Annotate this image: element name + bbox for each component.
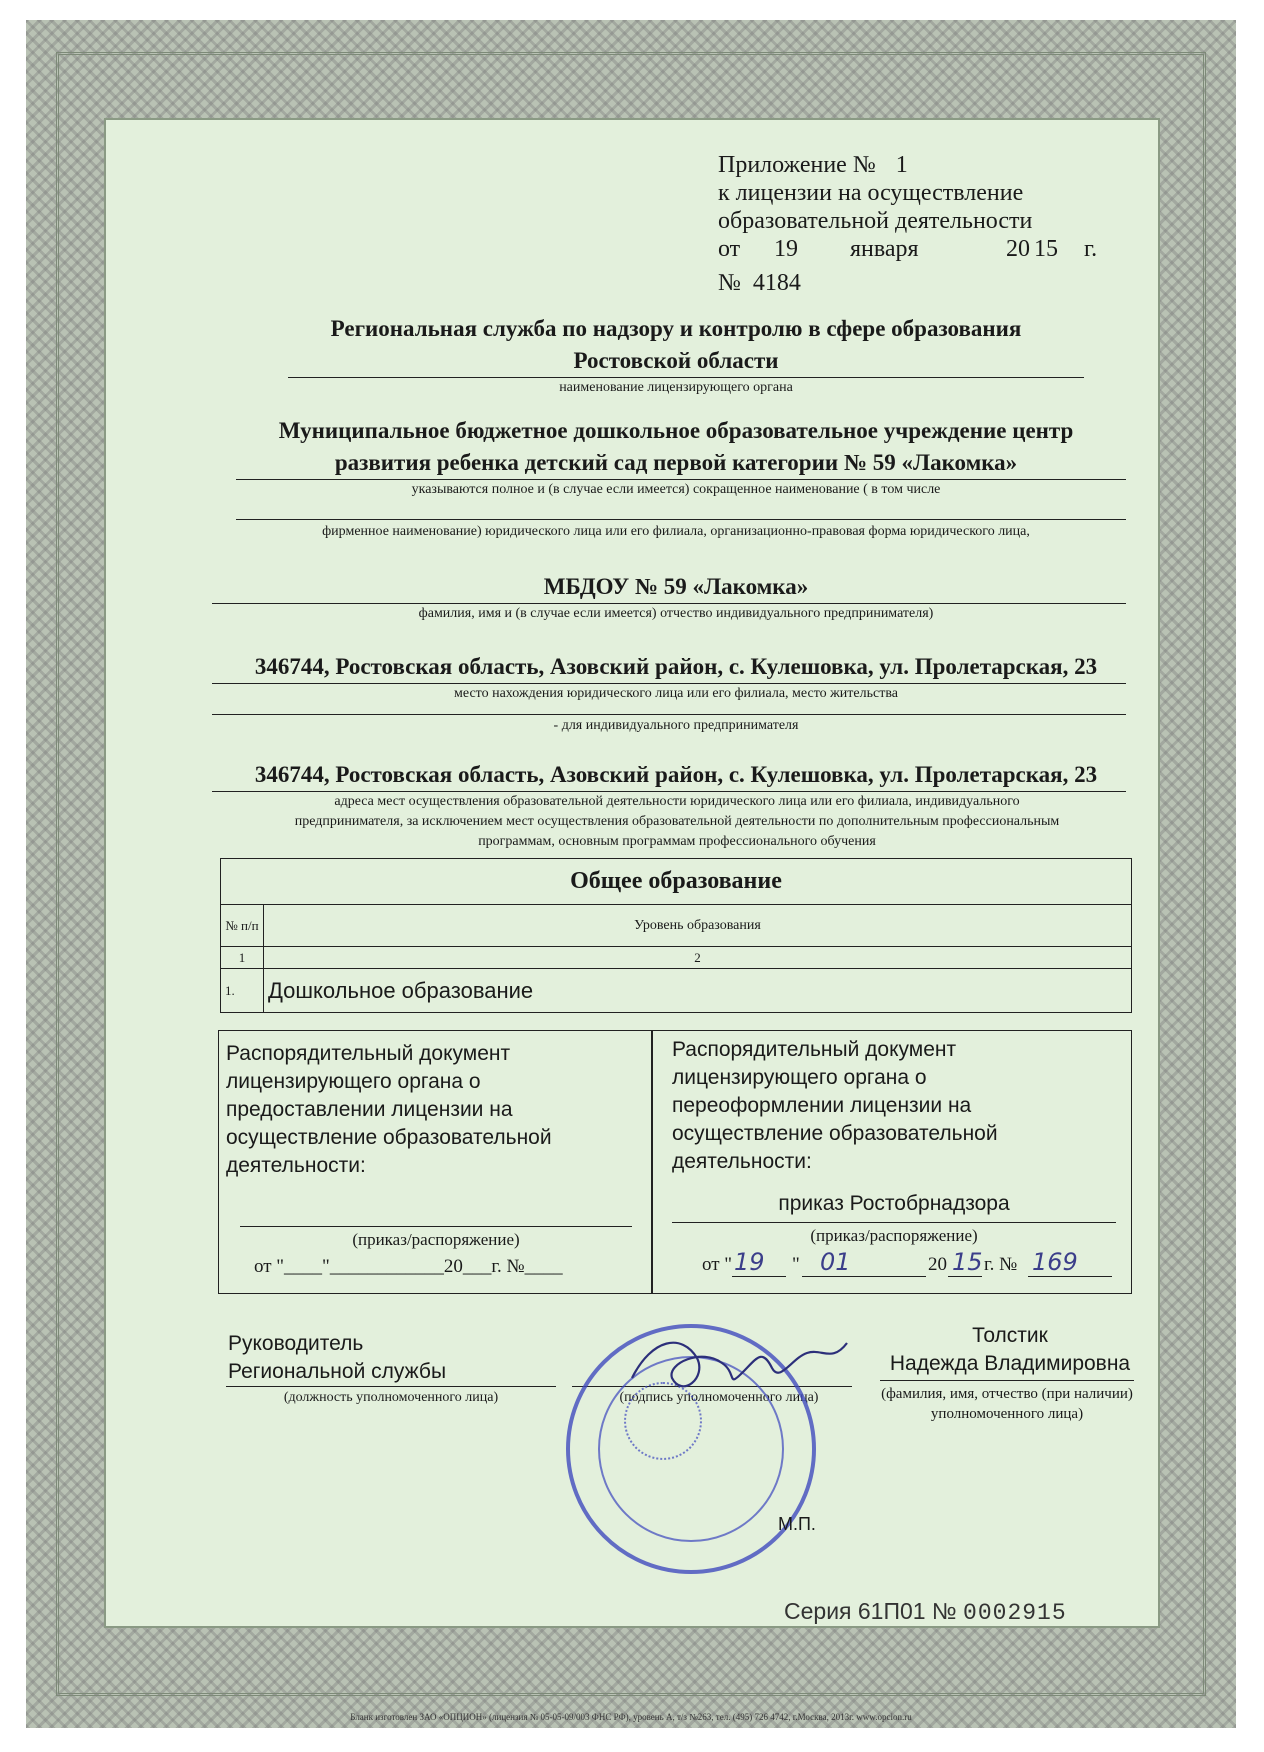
signature-stroke <box>632 1343 847 1387</box>
reissue-year-rule <box>948 1276 982 1277</box>
appendix-license-no <box>718 270 801 297</box>
reissue-order-rule <box>672 1222 1116 1223</box>
rule-address-2 <box>212 714 1126 715</box>
education-table-header-row <box>221 905 1132 947</box>
appendix-day: 19 <box>774 236 798 262</box>
licensee-caption2: фирменное наименование) юридического лица или его филиала, организационно-правовая форма юридического лица, <box>322 524 1030 539</box>
licensee-caption3: фамилия, имя и (в случае если имеется) отчество индивидуального предпринимателя) <box>418 606 934 621</box>
address-caption5: программам, основным программам профессионального обучения <box>478 834 876 849</box>
reissue-date-mid: " <box>792 1254 800 1275</box>
legal-address: 346744, Ростовская область, Азовский район, с. Кулешовка, ул. Пролетарская, 23 <box>254 654 1098 679</box>
rule-legal-address <box>212 683 1126 684</box>
appendix-month: января <box>850 236 919 262</box>
reissue-month-rule <box>802 1276 926 1277</box>
grant-text: Распорядительный документ лицензирующего органа о предоставлении лицензии на осуществление образовательной деятельности: <box>226 1042 552 1177</box>
series-label: Серия 61П01 № <box>784 1598 957 1624</box>
reissue-day: 19 <box>734 1248 765 1276</box>
appendix-year-suffix: 15 <box>1034 236 1058 262</box>
licensee-line2: развития ребенка детский сад первой категории № 59 «Лакомка» <box>334 450 1018 475</box>
rule-licensee-2 <box>236 519 1126 520</box>
licensing-body-caption: наименование лицензирующего органа <box>559 380 793 395</box>
address-caption2: - для индивидуального предпринимателя <box>553 718 799 733</box>
education-table-index-row <box>221 947 1132 969</box>
name-line2: Надежда Владимировна <box>889 1352 1131 1375</box>
name-caption: (фамилия, имя, отчество (при наличии) уполномоченного лица) <box>881 1386 1133 1422</box>
grant-order-rule <box>240 1226 632 1227</box>
series-number: 0002915 <box>963 1600 1067 1626</box>
licensing-body-line2: Ростовской области <box>573 348 779 373</box>
education-table <box>220 858 1132 1013</box>
position-rule <box>226 1386 556 1387</box>
row-level: Дошкольное образование <box>264 969 1132 1013</box>
appendix-year-unit: г. <box>1084 236 1098 262</box>
reissue-day-rule <box>732 1276 786 1277</box>
licensee-caption1: указываются полное и (в случае если имеется) сокращенное наименование ( в том числе <box>411 482 941 497</box>
license-no-label: № <box>718 270 741 296</box>
row-num: 1. <box>221 969 264 1013</box>
name-line1: Толстик <box>972 1324 1048 1347</box>
col-num-header: № п/п <box>221 905 264 947</box>
rule-activity-address <box>212 791 1126 792</box>
position-line2: Региональной службы <box>228 1360 447 1383</box>
activity-address: 346744, Ростовская область, Азовский район, с. Кулешовка, ул. Пролетарская, 23 <box>254 762 1098 787</box>
printer-footer: Бланк изготовлен ЗАО «ОПЦИОН» (лицензия № 05-05-09/003 ФНС РФ), уровень А, т/з №263, тел. (495) 726 4742, г.Москва, 2013г. www.opcion.ru <box>350 1712 912 1722</box>
name-rule <box>880 1380 1134 1381</box>
handwritten-signature <box>612 1318 862 1418</box>
reissue-date-line <box>702 1250 1122 1280</box>
reissue-order-value: приказ Ростобрнадзора <box>778 1192 1010 1215</box>
reissue-order-no: 169 <box>1032 1248 1078 1276</box>
rule-short-name <box>212 603 1126 604</box>
address-caption1: место нахождения юридического лица или его филиала, место жительства <box>454 686 898 701</box>
grant-date-line: от "____"____________20___г. №____ <box>254 1256 563 1277</box>
rule-licensee-1 <box>236 479 1126 480</box>
series-line <box>784 1598 1067 1626</box>
reissue-month: 01 <box>820 1248 851 1276</box>
appendix-line2: к лицензии на осуществление <box>718 180 1024 206</box>
position-caption: (должность уполномоченного лица) <box>283 1390 499 1405</box>
appendix-from-label: от <box>718 236 741 262</box>
grant-order-caption: (приказ/распоряжение) <box>352 1230 520 1249</box>
licensee-short-name: МБДОУ № 59 «Лакомка» <box>543 574 809 599</box>
col-num-index: 1 <box>221 947 264 969</box>
appendix-line3: образовательной деятельности <box>718 208 1033 234</box>
reissue-order-caption: (приказ/распоряжение) <box>810 1226 978 1245</box>
appendix-heading-label: Приложение № <box>718 152 876 178</box>
sign-caption: (подпись уполномоченного лица) <box>619 1390 819 1405</box>
reissue-text: Распорядительный документ лицензирующего органа о переоформлении лицензии на осуществление образовательной деятельности: <box>672 1038 998 1173</box>
address-caption3: адреса мест осуществления образовательной деятельности юридического лица или его филиала, индивидуального <box>334 794 1020 809</box>
position-line1: Руководитель <box>228 1332 364 1355</box>
education-table-title-row <box>221 859 1132 905</box>
reissue-no-rule <box>1028 1276 1112 1277</box>
reissue-year-prefix: 20 <box>928 1254 947 1275</box>
appendix-heading <box>718 152 922 179</box>
stamp-place: М.П. <box>778 1514 816 1534</box>
col-level-header: Уровень образования <box>264 905 1132 947</box>
license-no-value: 4184 <box>752 270 801 296</box>
reissue-date-prefix: от " <box>702 1254 733 1275</box>
address-caption4: предпринимателя, за исключением мест осуществления образовательной деятельности по дополнительным профессиональным <box>294 814 1060 829</box>
reissue-no-label: г. № <box>984 1254 1018 1275</box>
appendix-number: 1 <box>895 152 908 178</box>
education-table-title: Общее образование <box>221 859 1132 905</box>
appendix-year-prefix: 20 <box>1006 236 1030 262</box>
col-level-index: 2 <box>264 947 1132 969</box>
licensee-line1: Муниципальное бюджетное дошкольное образовательное учреждение центр <box>278 418 1074 443</box>
appendix-date <box>718 236 1110 263</box>
reissue-year: 15 <box>952 1248 983 1276</box>
table-row <box>221 969 1132 1013</box>
rule-licensing-body <box>288 377 1084 378</box>
licensing-body-line1: Региональная служба по надзору и контролю в сфере образования <box>330 316 1022 341</box>
